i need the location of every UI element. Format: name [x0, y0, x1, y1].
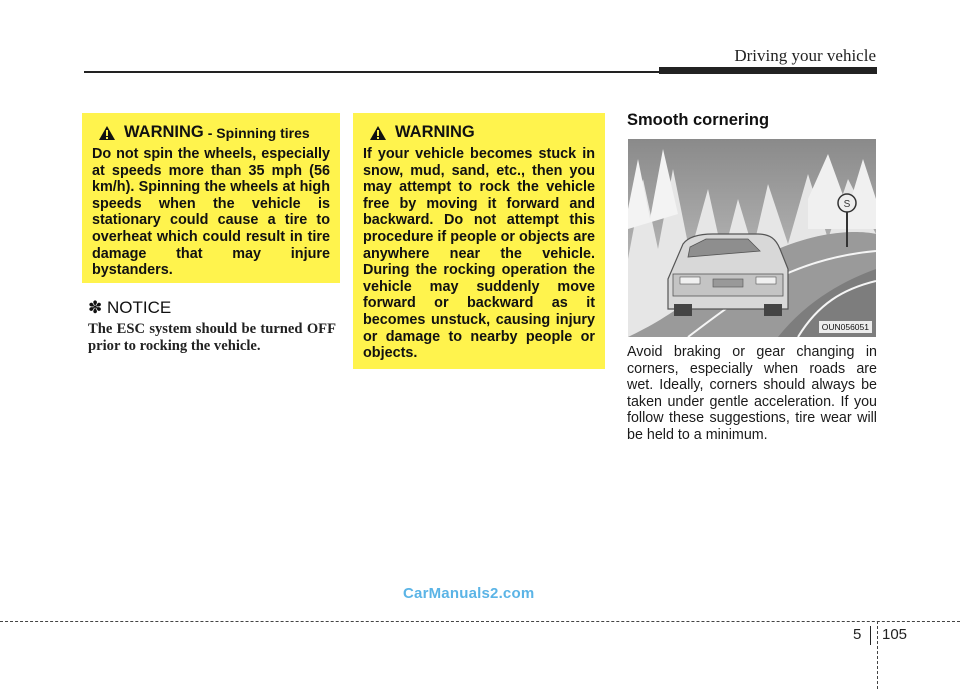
- warning-triangle-icon: [98, 125, 116, 141]
- header-title: Driving your vehicle: [734, 46, 876, 65]
- car-on-curve-image: [628, 139, 876, 337]
- notice-star-icon: ✽: [88, 298, 103, 317]
- page-number-divider: [870, 626, 871, 645]
- warning-box-spinning-tires: [82, 113, 340, 283]
- header-rule: [84, 71, 659, 73]
- notice-text: The ESC system should be turned OFF prior to rocking the vehicle.: [88, 321, 336, 354]
- warning-subtitle: - Spinning tires: [207, 124, 310, 141]
- footer-vertical-dashed-line: [877, 621, 878, 689]
- warning-box-rocking: [353, 113, 605, 369]
- cornering-illustration: [628, 139, 876, 337]
- footer-dashed-line: [0, 621, 960, 622]
- image-code-label: OUN056051: [819, 321, 872, 333]
- warning-label: WARNING: [124, 123, 204, 141]
- warning-header: [363, 123, 595, 142]
- section-title: Smooth cornering: [627, 111, 770, 129]
- warning-text: If your vehicle becomes stuck in snow, mud, sand, etc., then you may attempt to rock the vehicle free by moving it forward and backward. Do not attempt this procedure if people or objects are anywhere near the vehicle. During the rocking operation the vehicle may suddenly move forward or backward as it becomes unstuck, causing injury or damage to nearby people or objects.: [363, 146, 595, 362]
- warning-text: Do not spin the wheels, especially at speeds more than 35 mph (56 km/h). Spinning the wheels at high speeds when the vehicle is stationary could cause a tire to overheat which could result in tire damage that may injure bystanders.: [92, 146, 330, 279]
- notice-title: [88, 298, 171, 318]
- svg-text:S: S: [843, 199, 851, 210]
- warning-header: [92, 123, 330, 142]
- section-body-text: Avoid braking or gear changing in corners, especially when roads are wet. Ideally, corners should always be taken under gentle acceleration. If you follow these suggestions, tire wear will be held to a minimum.: [627, 344, 877, 443]
- warning-triangle-icon: [369, 125, 387, 141]
- watermark-text: CarManuals2.com: [403, 585, 535, 602]
- header-rule-accent: [659, 67, 877, 74]
- warning-label: WARNING: [395, 123, 475, 141]
- notice-label: NOTICE: [106, 298, 172, 317]
- page-number: 105: [882, 626, 908, 643]
- chapter-number: 5: [853, 626, 862, 643]
